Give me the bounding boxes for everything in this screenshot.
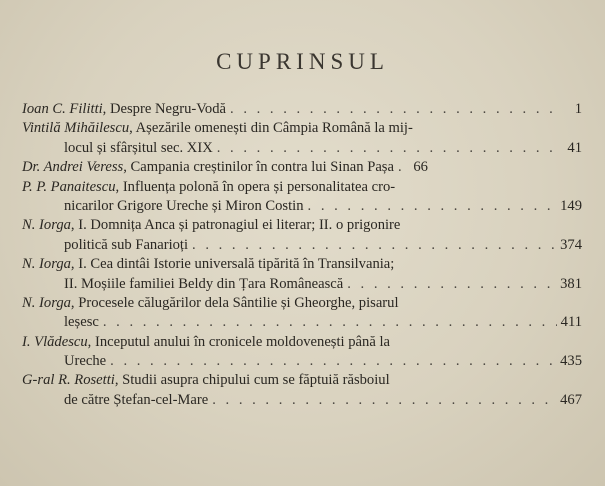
toc-page-number: 41 bbox=[567, 139, 582, 156]
toc-entry-title: I. Cea dintâi Istorie universală tipărită în Transilvania; bbox=[78, 256, 395, 273]
toc-entry-panaitescu: P. P. Panaitescu, Influența polonă în opera și personalitatea cro- nicarilor Grigore Ureche și Miron Costin . . . 149 bbox=[22, 178, 582, 217]
toc-author: G-ral R. Rosetti bbox=[22, 372, 115, 389]
toc-entry-title-cont: II. Moșiile familiei Beldy din Țara Românească bbox=[64, 275, 344, 292]
toc-entry-title: Campania creștinilor în contra lui Sinan Pașa bbox=[130, 159, 394, 176]
toc-entry-mihailescu: Vintilă Mihăilescu, Așezările omenești din Câmpia Română la mij- locul și sfârșitul sec. XIX . . . 41 bbox=[22, 119, 582, 158]
table-of-contents bbox=[22, 100, 582, 410]
toc-entry-title-cont: Ureche bbox=[64, 353, 107, 370]
toc-entry-veress: Dr. Andrei Veress, Campania creștinilor în contra lui Sinan Pașa . . . 66 bbox=[22, 158, 582, 177]
toc-entry-title-cont: locul și sfârșitul sec. XIX bbox=[64, 139, 213, 156]
toc-entry-title-cont: nicarilor Grigore Ureche și Miron Costin bbox=[64, 197, 304, 214]
toc-page-number: 66 bbox=[413, 159, 428, 176]
toc-page-number: 467 bbox=[560, 391, 582, 408]
toc-page-number: 149 bbox=[560, 197, 582, 214]
dot-leader bbox=[212, 391, 556, 410]
toc-entry-rosetti: G-ral R. Rosetti, Studii asupra chipului cum se făptuiă răsboiul de către Ștefan-cel-Mare . . . 467 bbox=[22, 371, 582, 410]
toc-author: P. P. Panaitescu bbox=[22, 178, 116, 195]
toc-entry-title: Procesele călugărilor dela Sântilie și Gheorghe, pisarul bbox=[78, 294, 399, 311]
dot-leader bbox=[192, 236, 556, 255]
toc-entry-title-cont: politică sub Fanarioți bbox=[64, 236, 189, 253]
toc-page-number: 435 bbox=[560, 353, 582, 370]
toc-author: I. Vlădescu bbox=[22, 333, 88, 350]
toc-entry-filitti: Ioan C. Filitti, Despre Negru-Vodă . . . 1 bbox=[22, 100, 582, 119]
toc-author: N. Iorga bbox=[22, 256, 71, 273]
toc-entry-title: Așezările omenești din Câmpia Română la mij- bbox=[135, 120, 413, 137]
toc-entry-title: Despre Negru-Vodă bbox=[109, 101, 227, 117]
toc-author: Vintilă Mihăilescu bbox=[22, 120, 130, 137]
dot-leader bbox=[347, 275, 556, 294]
toc-entry-title: Studii asupra chipului cum se făptuiă răsboiul bbox=[122, 372, 390, 389]
dot-leader bbox=[110, 352, 556, 371]
toc-entry-vladescu: I. Vlădescu, Inceputul anului în cronicele moldovenești până la Ureche . . . 435 bbox=[22, 333, 582, 372]
toc-entry-iorga-3: N. Iorga, Procesele călugărilor dela Sântilie și Gheorghe, pisarul leșesc . . . 411 bbox=[22, 294, 582, 333]
toc-page-number: 381 bbox=[560, 275, 582, 292]
toc-entry-title-cont: de către Ștefan-cel-Mare bbox=[64, 391, 209, 408]
dot-leader bbox=[398, 158, 404, 177]
toc-page-number: 1 bbox=[574, 101, 582, 117]
toc-entry-iorga-1: N. Iorga, I. Domnița Anca și patronagiul ei literar; II. o prigonire politică sub Fanarioți . . . 374 bbox=[22, 216, 582, 255]
toc-author: N. Iorga bbox=[22, 217, 71, 234]
toc-author: Ioan C. Filitti bbox=[22, 101, 103, 117]
toc-entry-iorga-2: N. Iorga, I. Cea dintâi Istorie universală tipărită în Transilvania; II. Moșiile familiei Beldy din Țara Românească . . . 381 bbox=[22, 255, 582, 294]
dot-leader bbox=[230, 100, 558, 119]
dot-leader bbox=[217, 139, 558, 158]
dot-leader bbox=[308, 197, 557, 216]
dot-leader bbox=[103, 313, 557, 332]
toc-entry-title: Influența polonă în opera și personalitatea cro- bbox=[122, 178, 396, 195]
toc-entry-title-cont: leșesc bbox=[64, 314, 99, 331]
toc-entry-title: Inceputul anului în cronicele moldovenești până la bbox=[94, 333, 390, 350]
toc-author: Dr. Andrei Veress bbox=[22, 159, 124, 176]
toc-entry-title: I. Domnița Anca și patronagiul ei literar; II. o prigonire bbox=[78, 217, 401, 234]
toc-page-number: 374 bbox=[560, 236, 582, 253]
toc-author: N. Iorga bbox=[22, 294, 71, 311]
toc-page-number: 411 bbox=[560, 314, 582, 331]
page-title: CUPRINSUL bbox=[216, 49, 389, 75]
